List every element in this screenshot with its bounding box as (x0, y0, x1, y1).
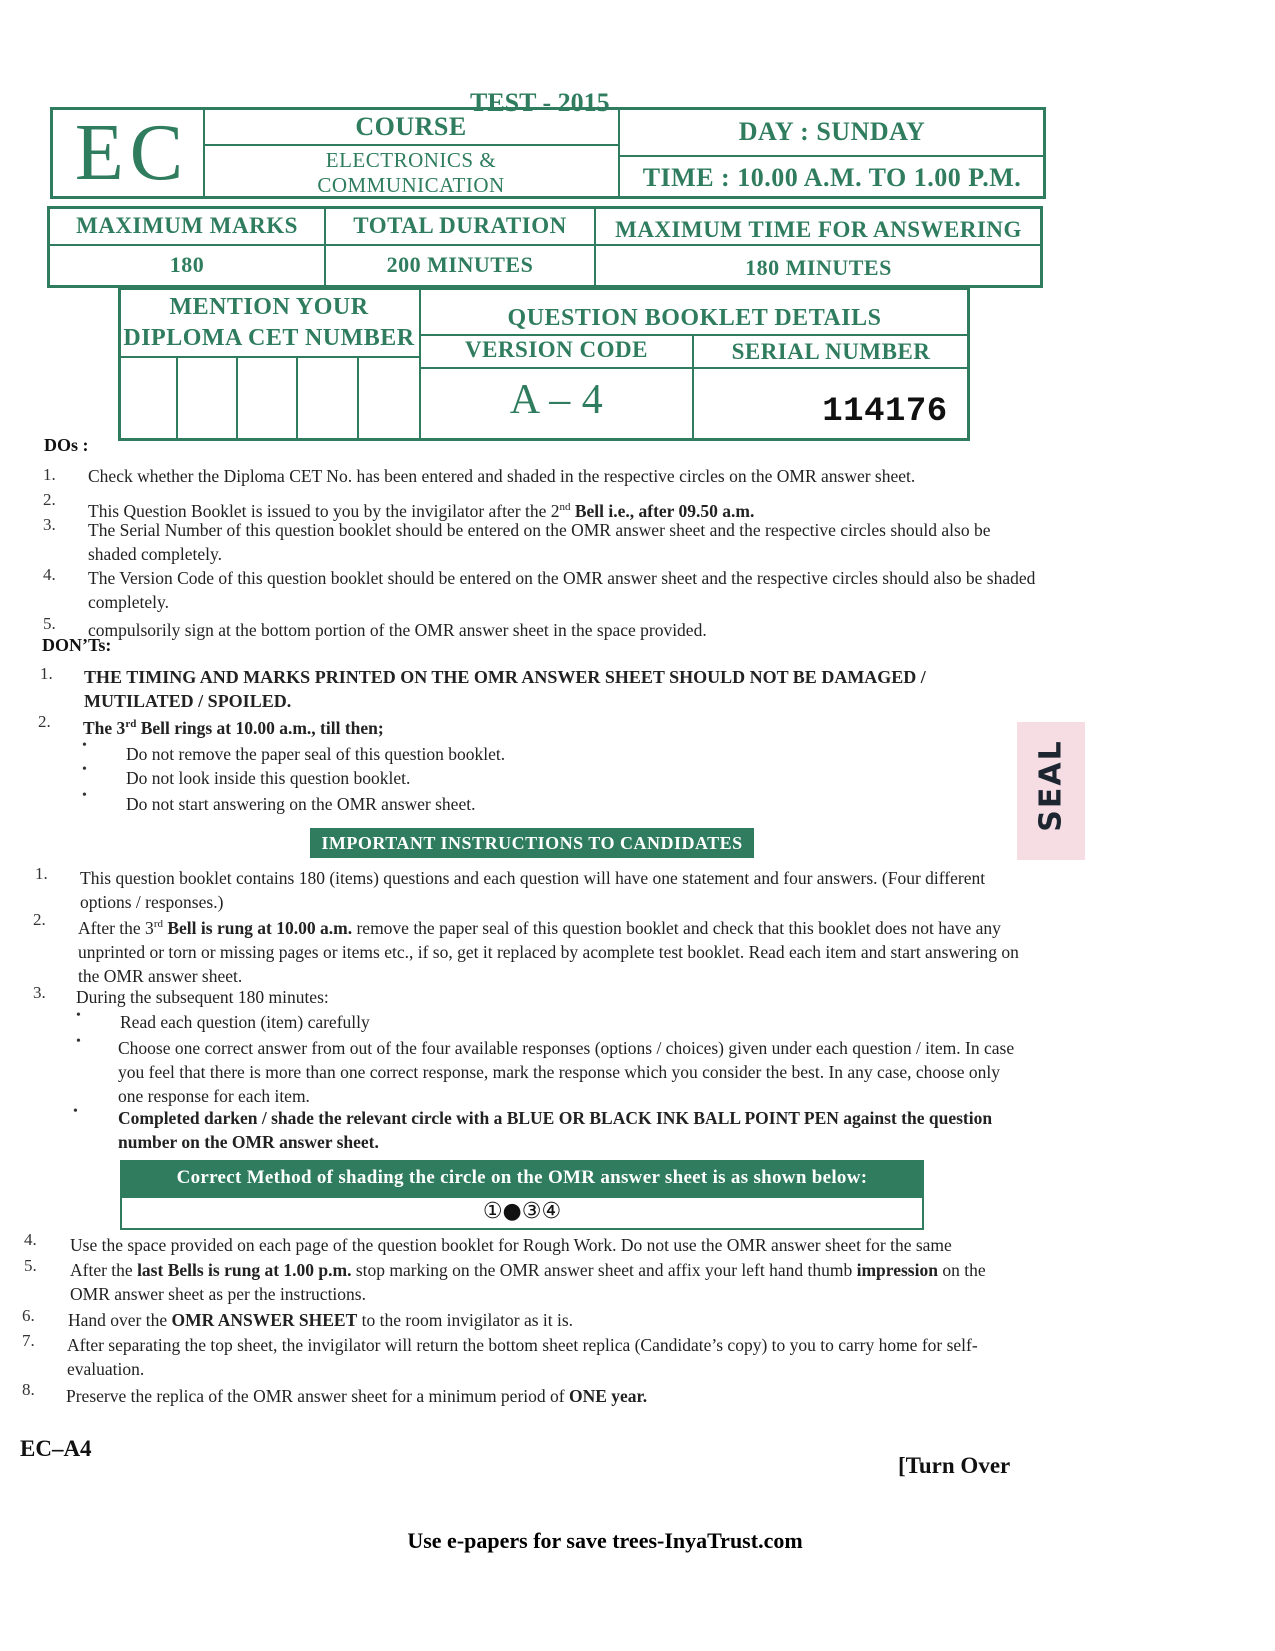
serial-number-label: SERIAL NUMBER (731, 339, 931, 364)
dos-title: DOs : (44, 435, 89, 455)
page-code: EC–A4 (20, 1436, 92, 1461)
donts-bullet-3: Do not start answering on the OMR answer sheet. (126, 794, 476, 814)
mention-label-line1: MENTION YOUR (169, 293, 369, 320)
duration-label: TOTAL DURATION (353, 213, 567, 238)
instruction-2: After the 3rd Bell is rung at 10.00 a.m. remove the paper seal of this question booklet and check that this booklet does not have any unprinted or torn or missing pages or items etc., if so, get it replaced by acomplete test booklet. Read each item and start answering on the OMR answer sheet. (78, 917, 1019, 986)
shading-title: Correct Method of shading the circle on the OMR answer sheet is as shown below: (120, 1160, 924, 1196)
serial-number-value: 114176 (822, 393, 948, 431)
donts-item-1: THE TIMING AND MARKS PRINTED ON THE OMR ANSWER SHEET SHOULD NOT BE DAMAGED / MUTILATED / SPOILED. (84, 667, 926, 711)
dos-item-5: compulsorily sign at the bottom portion of the OMR answer sheet in the space provided. (88, 620, 707, 640)
mention-label-line2: DIPLOMA CET NUMBER (123, 324, 415, 351)
instruction-1: This question booklet contains 180 (items) questions and each question will have one statement and four answers. (Four different options / responses.) (80, 868, 986, 912)
donts-item-2: The 3rd Bell rings at 10.00 a.m., till then; (83, 717, 384, 738)
booklet-details-label: QUESTION BOOKLET DETAILS (507, 304, 882, 331)
shading-example: ①●③④ (482, 1199, 562, 1224)
exam-day: DAY : SUNDAY (738, 117, 926, 146)
dos-item-3: The Serial Number of this question booklet should be entered on the OMR answer sheet and the respective circles should also be shaded completely. (88, 520, 991, 564)
donts-title: DON’Ts: (42, 635, 112, 655)
instruction-6: Hand over the OMR ANSWER SHEET to the room invigilator as it is. (68, 1310, 574, 1330)
instruction-5: After the last Bells is rung at 1.00 p.m. stop marking on the OMR answer sheet and affix your left hand thumb impression on the OMR answer sheet as per the instructions. (70, 1260, 986, 1304)
instruction-3-bullet-3: Completed darken / shade the relevant circle with a BLUE OR BLACK INK BALL POINT PEN against the question number on the OMR answer sheet. (118, 1108, 993, 1152)
donts-bullet-1: Do not remove the paper seal of this question booklet. (126, 744, 506, 764)
version-code-value: A – 4 (509, 377, 604, 423)
max-marks-value: 180 (169, 252, 205, 277)
dos-item-1: Check whether the Diploma CET No. has been entered and shaded in the respective circles on the OMR answer sheet. (88, 466, 916, 486)
course-name-line2: COMMUNICATION (317, 172, 505, 197)
instructions-title: IMPORTANT INSTRUCTIONS TO CANDIDATES (310, 828, 754, 858)
test-year: TEST - 2015 (470, 88, 610, 117)
course-label: COURSE (355, 112, 467, 141)
seal-label: SEAL (1033, 739, 1069, 832)
dos-item-4: The Version Code of this question booklet should be entered on the OMR answer sheet and the respective circles should also be shaded completely. (88, 568, 1036, 612)
instruction-3-bullet-1: Read each question (item) carefully (120, 1012, 370, 1032)
course-name-line1: ELECTRONICS & (325, 147, 497, 172)
instruction-4: Use the space provided on each page of the question booklet for Rough Work. Do not use the OMR answer sheet for the same (70, 1235, 952, 1255)
exam-time: TIME : 10.00 A.M. TO 1.00 P.M. (642, 163, 1022, 192)
version-code-label: VERSION CODE (464, 337, 648, 362)
seal-stamp (1017, 722, 1085, 860)
instruction-7: After separating the top sheet, the invigilator will return the bottom sheet replica (Candidate’s copy) to you to carry home for self-evaluation. (67, 1335, 978, 1379)
max-marks-label: MAXIMUM MARKS (76, 213, 298, 238)
instruction-3-bullet-2: Choose one correct answer from out of the four available responses (options / choices) given under each question / item. In case you feel that there is more than one correct response, mark the response which you consider the best. In any case, choose only one response for each item. (118, 1038, 1015, 1106)
answer-time-value: 180 MINUTES (745, 255, 892, 280)
answer-time-label: MAXIMUM TIME FOR ANSWERING (615, 217, 1022, 242)
footer-watermark: Use e-papers for save trees-InyaTrust.com (407, 1528, 803, 1553)
instruction-8: Preserve the replica of the OMR answer sheet for a minimum period of ONE year. (66, 1386, 648, 1406)
duration-value: 200 MINUTES (386, 252, 534, 277)
dos-item-2: This Question Booklet is issued to you by the invigilator after the 2nd Bell i.e., after 09.50 a.m. (88, 500, 755, 521)
course-code: EC (74, 109, 190, 197)
instruction-3: During the subsequent 180 minutes: (76, 987, 329, 1007)
turn-over: [Turn Over (898, 1453, 1011, 1478)
donts-bullet-2: Do not look inside this question booklet. (126, 768, 411, 788)
